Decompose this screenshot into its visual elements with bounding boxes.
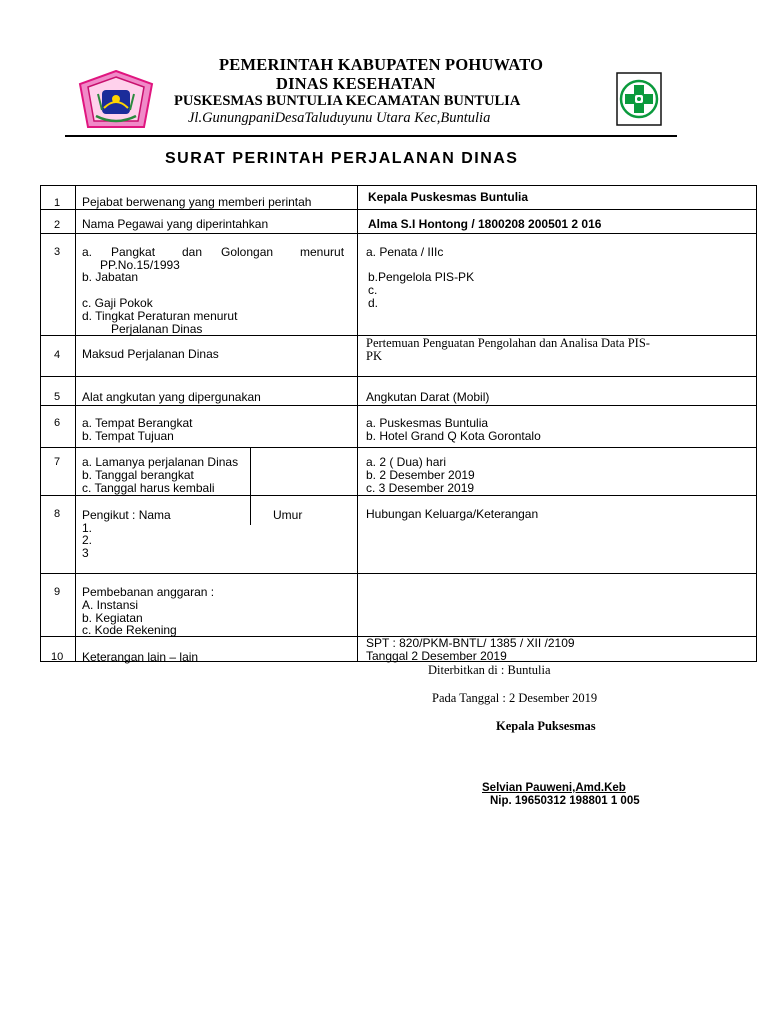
row-value: Hubungan Keluarga/Keterangan <box>366 507 539 521</box>
row-label-head: Pembebanan anggaran : <box>82 585 215 599</box>
row-number: 6 <box>54 417 61 429</box>
row-value-a: a. 2 ( Dua) hari <box>366 455 447 469</box>
row-label-c: c. Tanggal harus kembali <box>82 481 215 495</box>
document-title: SURAT PERINTAH PERJALANAN DINAS <box>165 150 519 167</box>
row-label-2: 2. <box>82 533 93 547</box>
row-value-b: b.Pengelola PIS-PK <box>368 270 475 284</box>
row-label: Keterangan lain – lain <box>82 650 199 664</box>
row-value-c: c. 3 Desember 2019 <box>366 481 475 495</box>
row-label-a-word: Pangkat <box>111 245 156 259</box>
row-label: Nama Pegawai yang diperintahkan <box>82 217 269 231</box>
row-value-b: b. 2 Desember 2019 <box>366 468 475 482</box>
inner-column-divider <box>250 448 251 495</box>
row-number: 1 <box>54 197 61 209</box>
row-number: 8 <box>54 508 61 520</box>
row-divider <box>41 376 756 377</box>
row-label: Maksud Perjalanan Dinas <box>82 347 219 361</box>
row-label-a-prefix: a. <box>82 245 93 259</box>
column-divider-number <box>75 186 76 661</box>
row-number: 2 <box>54 219 61 231</box>
row-label-d: d. Tingkat Peraturan menurut <box>82 309 238 323</box>
row-value: Alma S.I Hontong / 1800208 200501 2 016 <box>368 217 602 231</box>
row-label-a-word: menurut <box>300 245 345 259</box>
column-divider-value <box>357 186 358 661</box>
row-label-b: b. Tempat Tujuan <box>82 429 174 443</box>
row-label: Pejabat berwenang yang memberi perintah <box>82 195 312 209</box>
travel-order-table <box>40 185 757 662</box>
signatory-nip: Nip. 19650312 198801 1 005 <box>490 795 640 807</box>
signatory-name: Selvian Pauweni,Amd.Keb <box>482 782 626 794</box>
row-label-a: a. Lamanya perjalanan Dinas <box>82 455 239 469</box>
row-value-a: a. Penata / IIIc <box>366 245 444 259</box>
row-label-c: c. Kode Rekening <box>82 623 177 637</box>
row-divider <box>41 447 756 448</box>
row-label-umur: Umur <box>273 508 303 522</box>
header-address: Jl.GunungpaniDesaTaluduyunu Utara Kec,Buntulia <box>188 110 491 126</box>
header-department-name: DINAS KESEHATAN <box>276 74 436 93</box>
row-value-line1: Pertemuan Penguatan Pengolahan dan Analisa Data PIS- <box>366 336 650 350</box>
row-value-b: b. Hotel Grand Q Kota Gorontalo <box>366 429 541 443</box>
row-divider <box>41 405 756 406</box>
row-divider <box>41 233 756 234</box>
row-label-a: a. Tempat Berangkat <box>82 416 193 430</box>
issued-at: Diterbitkan di : Buntulia <box>428 663 551 677</box>
pohuwato-regency-emblem-icon <box>78 70 154 130</box>
row-label-b: b. Jabatan <box>82 270 139 284</box>
issue-date: Pada Tanggal : 2 Desember 2019 <box>432 691 598 705</box>
row-number: 9 <box>54 586 61 598</box>
header-government-name: PEMERINTAH KABUPATEN POHUWATO <box>219 55 544 74</box>
row-label-3: 3 <box>82 546 89 560</box>
row-label: Alat angkutan yang dipergunakan <box>82 390 261 404</box>
row-value-c: c. <box>368 283 378 297</box>
row-value-a: a. Puskesmas Buntulia <box>366 416 489 430</box>
row-label-b: b. Kegiatan <box>82 611 143 625</box>
header-puskesmas-name: PUSKESMAS BUNTULIA KECAMATAN BUNTULIA <box>174 93 521 109</box>
row-value: Kepala Puskesmas Buntulia <box>368 190 529 204</box>
row-number: 5 <box>54 391 61 403</box>
row-number: 7 <box>54 456 61 468</box>
header-divider <box>65 135 677 137</box>
row-label-d-cont: Perjalanan Dinas <box>111 322 203 336</box>
row-divider <box>41 573 756 574</box>
row-value-line2: PK <box>366 349 382 363</box>
row-value: Angkutan Darat (Mobil) <box>366 390 490 404</box>
row-label-c: c. Gaji Pokok <box>82 296 153 310</box>
row-number: 10 <box>51 651 64 663</box>
row-label-a: A. Instansi <box>82 598 139 612</box>
signatory-position: Kepala Puksesmas <box>496 719 596 733</box>
row-divider <box>41 495 756 496</box>
puskesmas-cross-logo-icon <box>616 72 662 126</box>
row-label-a-word: dan <box>182 245 203 259</box>
row-value-line2: Tanggal 2 Desember 2019 <box>366 649 507 663</box>
row-label-head: Pengikut : Nama <box>82 508 171 522</box>
row-label-b: b. Tanggal berangkat <box>82 468 194 482</box>
row-value-line1: SPT : 820/PKM-BNTL/ 1385 / XII /2109 <box>366 636 575 650</box>
row-number: 3 <box>54 246 61 258</box>
row-number: 4 <box>54 349 61 361</box>
row-divider <box>41 209 756 210</box>
row-label-1: 1. <box>82 521 93 535</box>
row-value-d: d. <box>368 296 379 310</box>
inner-column-divider <box>250 496 251 525</box>
row-label-a-cont: PP.No.15/1993 <box>100 258 180 272</box>
row-label-a-word: Golongan <box>221 245 274 259</box>
